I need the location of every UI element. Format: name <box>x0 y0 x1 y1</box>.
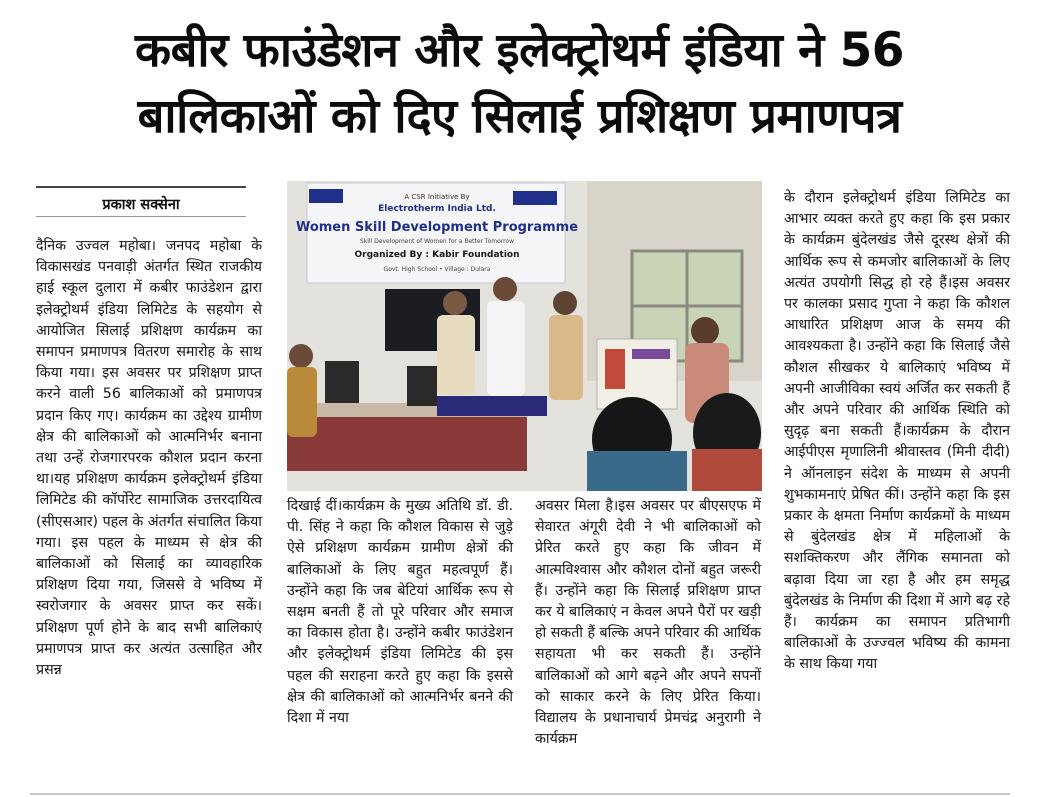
article-text-col4: के दौरान इलेक्ट्रोथर्म इंडिया लिमिटेड का आभार व्यक्त करते हुए कहा कि इस प्रकार के कार्यक्रम बुंदेलखंड जैसे दूरस्थ क्षेत्रों की आर्थिक रूप से कमजोर बालिकाओं के लिए अत्यंत उपयोगी सिद्ध हो रहे हैं।इस अवसर पर कालका प्रसाद गुप्ता ने कहा कि कौशल आधारित प्रशिक्षण आज के समय की आवश्यकता है। उन्होंने कहा कि सिलाई जैसे कौशल सीखकर ये बालिकाएं भविष्य में अपनी आजीविका स्वयं अर्जित कर सकती हैं और अपने परिवार की आर्थिक स्थिति को सुदृढ़ बना सकती हैं।कार्यक्रम के दौरान आईपीएस मृणालिनी श्रीवास्तव (मिनी दीदी) ने ऑनलाइन संदेश के माध्यम से अपनी शुभकामनाएं प्रेषित कीं। उन्होंने कहा कि इस प्रकार के क्षमता निर्माण कार्यक्रमों के माध्यम से बुंदेलखंड क्षेत्र में महिलाओं के सशक्तिकरण और लैंगिक समानता को बढ़ावा दिया जा रहा है और हम समृद्ध बुंदेलखंड के निर्माण की दिशा में आगे बढ़ रहे हैं। कार्यक्रम का समापन प्रतिभागी बालिकाओं के उज्ज्वल भविष्य की कामना के साथ किया गया <box>784 190 1010 673</box>
headline-line-2: बालिकाओं को दिए सिलाई प्रशिक्षण प्रमाणपत्र <box>137 89 902 144</box>
bottom-rule <box>30 793 1010 795</box>
article-column-4 <box>784 188 1010 676</box>
banner-csr-line: A CSR Initiative By <box>404 193 470 201</box>
headline <box>0 18 1039 150</box>
article-text-col3: अवसर मिला है।इस अवसर पर बीएसएफ में सेवारत अंगूरी देवी ने भी बालिकाओं को प्रेरित करते हुए कहा कि जीवन में आत्मविश्वास और कौशल दोनों बहुत जरूरी हैं। उन्होंने कहा कि सिलाई प्रशिक्षण प्राप्त कर ये बालिकाएं न केवल अपने पैरों पर खड़ी हो सकती हैं बल्कि अपने परिवार की आर्थिक सहायता भी कर सकती हैं। उन्होंने बालिकाओं को आगे बढ़ने और अपने सपनों को साकार करने के लिए प्रेरित किया।विद्यालय के प्रधानाचार्य प्रेमचंद्र अनुरागी ने कार्यक्रम <box>535 498 762 748</box>
banner-subtitle: Skill Development of Women for a Better Tomorrow <box>359 238 515 245</box>
event-photo-illustration <box>287 181 762 491</box>
event-photo <box>287 181 762 491</box>
byline-rule <box>36 216 246 217</box>
banner-company: Electrotherm India Ltd. <box>378 204 496 214</box>
byline: प्रकाश सक्सेना <box>102 197 180 213</box>
article-column-1 <box>36 236 262 681</box>
article-text-col2: दिखाई दीं।कार्यक्रम के मुख्य अतिथि डॉ. डी. पी. सिंह ने कहा कि कौशल विकास से जुड़े ऐसे प्रशिक्षण कार्यक्रम ग्रामीण क्षेत्रों की बालिकाओं के लिए बहुत महत्वपूर्ण हैं। उन्होंने कहा कि जब बेटियां आर्थिक रूप से सक्षम बनती हैं तो पूरे परिवार और समाज का विकास होता है। उन्होंने कबीर फाउंडेशन और इलेक्ट्रोथर्म इंडिया लिमिटेड की इस पहल की सराहना करते हुए कहा कि इससे क्षेत्र की बालिकाओं को आत्मनिर्भर बनने की दिशा में नया <box>287 498 513 727</box>
column-top-rule <box>36 186 246 188</box>
article-text-col1: दैनिक उज्वल महोबा। जनपद महोबा के विकासखंड पनवाड़ी अंतर्गत स्थित राजकीय हाई स्कूल दुलारा में कबीर फाउंडेशन द्वारा इलेक्ट्रोथर्म इंडिया लिमिटेड के सहयोग से आयोजित सिलाई प्रशिक्षण कार्यक्रम का समापन प्रमाणपत्र वितरण समारोह के साथ किया गया। इस अवसर पर प्रशिक्षण प्राप्त करने वाली 56 बालिकाओं को प्रमाणपत्र प्रदान किए गए। कार्यक्रम का उद्देश्य ग्रामीण क्षेत्र की बालिकाओं को आत्मनिर्भर बनाना तथा उन्हें रोजगारपरक कौशल प्रदान करना था।यह प्रशिक्षण कार्यक्रम इलेक्ट्रोथर्म इंडिया लिमिटेड की कॉर्पोरेट सामाजिक उत्तरदायित्व (सीएसआर) पहल के अंतर्गत संचालित किया गया। इस पहल के माध्यम से क्षेत्र की बालिकाओं को सिलाई का व्यावहारिक प्रशिक्षण दिया गया, जिससे वे भविष्य में स्वरोजगार के अवसर प्राप्त कर सकें। प्रशिक्षण पूर्ण होने के बाद सभी बालिकाएं प्रमाणपत्र प्राप्त कर अत्यंत उत्साहित और प्रसन्न <box>36 238 262 679</box>
article-column-3 <box>535 496 761 750</box>
banner-organizer: Organized By : Kabir Foundation <box>354 250 520 260</box>
banner-title: Women Skill Development Programme <box>295 220 579 235</box>
headline-line-1: कबीर फाउंडेशन और इलेक्ट्रोथर्म इंडिया ने 56 <box>134 23 905 78</box>
article-column-2 <box>287 496 513 729</box>
banner-venue: Govt. High School • Village : Dulara <box>383 266 491 273</box>
